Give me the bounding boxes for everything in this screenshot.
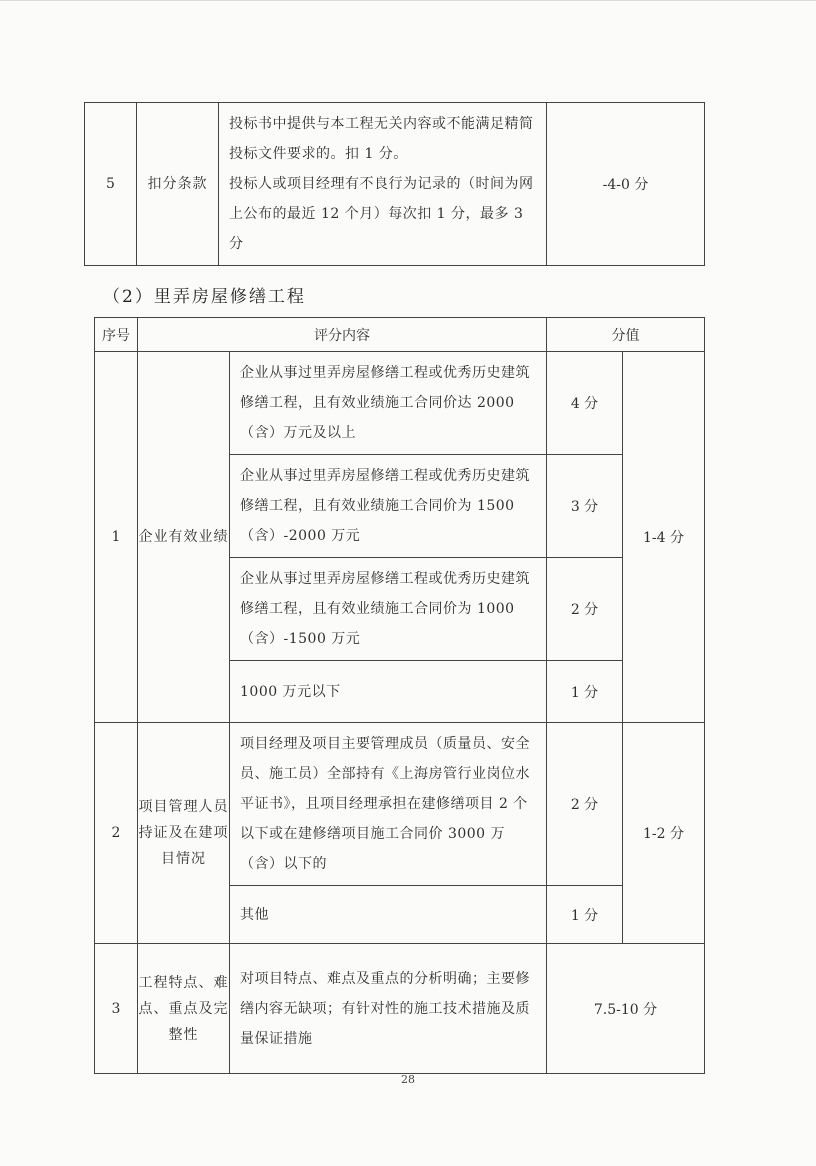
row-item: 企业有效业绩 — [138, 352, 230, 723]
score-range: 7.5-10 分 — [547, 944, 705, 1074]
header-content: 评分内容 — [138, 318, 547, 352]
scoring-table-continued — [84, 102, 705, 266]
criterion-score: 1 分 — [547, 886, 623, 944]
criterion-score: 2 分 — [547, 558, 623, 661]
table-row — [95, 723, 705, 886]
header-row — [95, 318, 705, 352]
row-item: 项目管理人员持证及在建项目情况 — [138, 723, 230, 944]
score-range: 1-2 分 — [623, 723, 705, 944]
criterion-text: 其他 — [230, 886, 547, 944]
score-range: 1-4 分 — [623, 352, 705, 723]
criterion-score: 2 分 — [547, 723, 623, 886]
scoring-table — [94, 317, 705, 1074]
criterion-score: 4 分 — [547, 352, 623, 455]
table-row — [95, 944, 705, 1074]
criterion-score: 3 分 — [547, 455, 623, 558]
criterion-text: 1000 万元以下 — [230, 661, 547, 723]
content-line-2: 投标人或项目经理有不良行为记录的（时间为网上公布的最近 12 个月）每次扣 1 分，最多 3 分 — [229, 176, 534, 252]
criterion-text: 企业从事过里弄房屋修缮工程或优秀历史建筑修缮工程，且有效业绩施工合同价达 2000（含）万元及以上 — [230, 352, 547, 455]
row-content — [219, 103, 547, 266]
content-line-1: 投标书中提供与本工程无关内容或不能满足精简投标文件要求的。扣 1 分。 — [229, 116, 534, 162]
header-score: 分值 — [547, 318, 705, 352]
row-score: -4-0 分 — [547, 103, 705, 266]
criterion-text: 对项目特点、难点及重点的分析明确；主要修缮内容无缺项；有针对性的施工技术措施及质量保证措施 — [230, 944, 547, 1074]
row-seq: 3 — [95, 944, 138, 1074]
table-row — [95, 352, 705, 455]
criterion-text: 企业从事过里弄房屋修缮工程或优秀历史建筑修缮工程，且有效业绩施工合同价为 1500（含）-2000 万元 — [230, 455, 547, 558]
row-seq: 1 — [95, 352, 138, 723]
table-row — [85, 103, 705, 266]
section-title: （2）里弄房屋修缮工程 — [103, 287, 306, 307]
row-seq: 2 — [95, 723, 138, 944]
row-seq: 5 — [85, 103, 137, 266]
row-item: 工程特点、难点、重点及完整性 — [138, 944, 230, 1074]
header-seq: 序号 — [95, 318, 138, 352]
criterion-text: 企业从事过里弄房屋修缮工程或优秀历史建筑修缮工程，且有效业绩施工合同价为 1000（含）-1500 万元 — [230, 558, 547, 661]
row-item: 扣分条款 — [137, 103, 219, 266]
page-number: 28 — [401, 1073, 415, 1086]
criterion-score: 1 分 — [547, 661, 623, 723]
criterion-text: 项目经理及项目主要管理成员（质量员、安全员、施工员）全部持有《上海房管行业岗位水平证书》，且项目经理承担在建修缮项目 2 个以下或在建修缮项目施工合同价 3000 万（含）以下的 — [230, 723, 547, 886]
